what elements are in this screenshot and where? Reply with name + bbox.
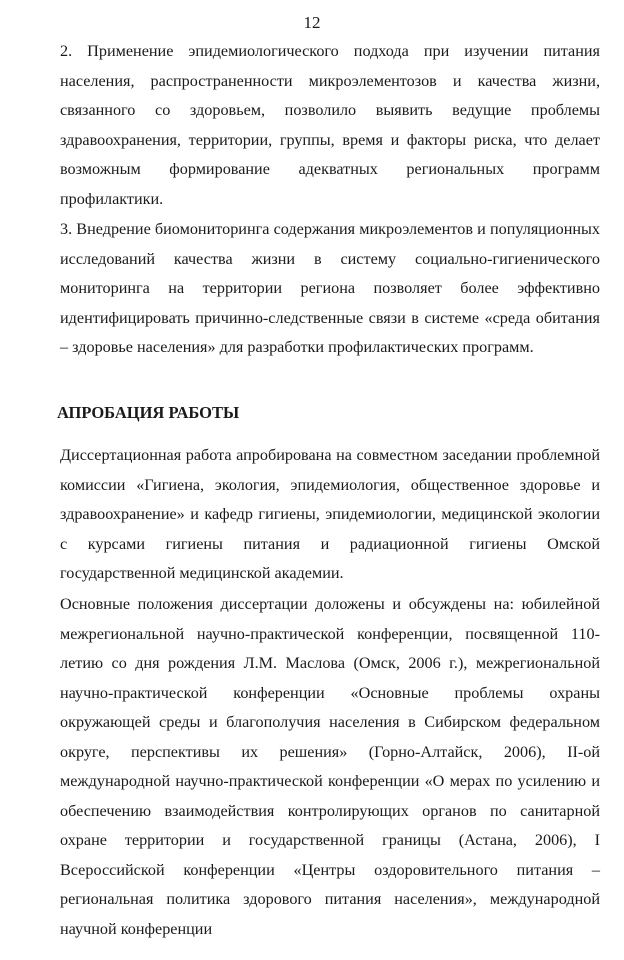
conclusion-paragraph-3: 3. Внедрение биомониторинга содержания микроэлементов и популяционных исследований качества жизни в систему социально-гигиенического мониторинга на территории региона позволяет более эффективно идентифицировать причинно-следственные связи в системе «среда обитания – здоровье населения» для разработки профилактических программ.	[60, 220, 600, 356]
page-number: 12	[303, 13, 321, 32]
section-heading: АПРОБАЦИЯ РАБОТЫ	[57, 403, 240, 422]
approbation-paragraph-2: Основные положения диссертации доложены и обсуждены на: юбилейной межрегиональной научно-практической конференции, посвященной 110-летию со дня рождения Л.М. Маслова (Омск, 2006 г.), межрегиональной научно-практической конференции «Основные проблемы охраны окружающей среды и благополучия населения в Сибирском федеральном округе, перспективы их решения» (Горно-Алтайск, 2006), II-ой международной научно-практической конференции «О мерах по усилению и обеспечению взаимодействия контролирующих органов по санитарной охране территории и государственной границы (Астана, 2006), I Всероссийской конференции «Центры оздоровительного питания – региональная политика здорового питания населения», международной научной конференции	[60, 595, 600, 938]
conclusion-paragraph-2: 2. Применение эпидемиологического подхода при изучении питания населения, распространенности микроэлементозов и качества жизни, связанного со здоровьем, позволило выявить ведущие проблемы здравоохранения, территории, группы, время и факторы риска, что делает возможным формирование адекватных региональных программ профилактики.	[60, 42, 600, 208]
approbation-paragraph-1: Диссертационная работа апробирована на совместном заседании проблемной комиссии «Гигиена, экология, эпидемиология, общественное здоровье и здравоохранение» и кафедр гигиены, эпидемиологии, медицинской экологии с курсами гигиены питания и радиационной гигиены Омской государственной медицинской академии.	[60, 446, 600, 582]
